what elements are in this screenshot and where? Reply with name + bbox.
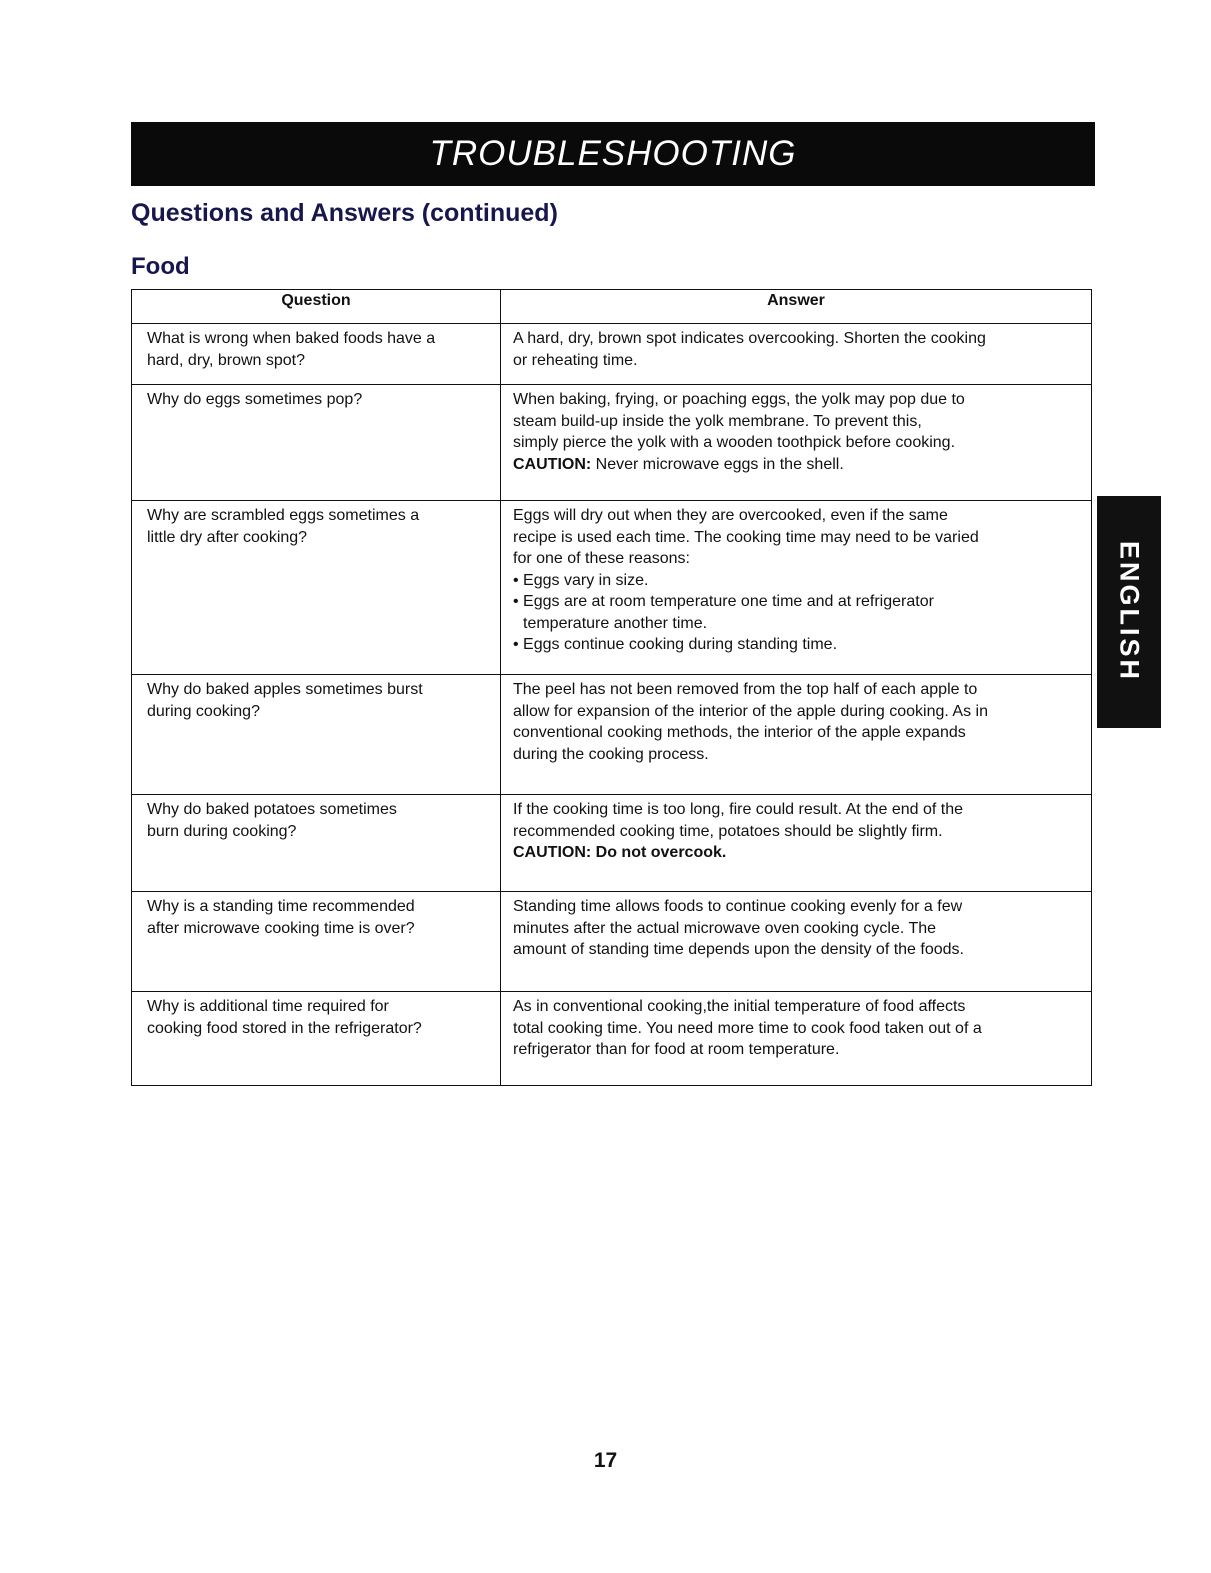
answer-line: recipe is used each time. The cooking time may need to be varied [513, 528, 979, 546]
table-header-row [132, 290, 1092, 324]
answer-cell [501, 324, 1092, 385]
question-line: hard, dry, brown spot? [147, 351, 306, 369]
answer-line: As in conventional cooking,the initial temperature of food affects [513, 998, 966, 1015]
table-row [132, 385, 1092, 501]
question-cell [132, 675, 501, 795]
answer-line: steam build-up inside the yolk membrane. To prevent this, [513, 412, 922, 430]
answer-line: When baking, frying, or poaching eggs, the yolk may pop due to [513, 391, 965, 408]
answer-line: amount of standing time depends upon the density of the foods. [513, 941, 964, 958]
question-cell [132, 501, 501, 675]
page-heading: Questions and Answers (continued) [131, 199, 558, 227]
question-line: Why do baked apples sometimes burst [147, 681, 423, 698]
answer-line: If the cooking time is too long, fire could result. At the end of the [513, 801, 964, 818]
question-line: cooking food stored in the refrigerator? [147, 1019, 422, 1037]
caution-line [513, 454, 1083, 476]
qa-table [131, 289, 1092, 1086]
question-cell [132, 385, 501, 501]
banner-title: TROUBLESHOOTING [429, 134, 797, 173]
answer-line: during the cooking process. [513, 745, 709, 763]
question-line: after microwave cooking time is over? [147, 919, 415, 937]
table-row [132, 675, 1092, 795]
answer-line: A hard, dry, brown spot indicates overcooking. Shorten the cooking [513, 330, 986, 347]
answer-cell [501, 992, 1092, 1086]
answer-cell [501, 892, 1092, 992]
question-line: during cooking? [147, 702, 260, 720]
question-cell [132, 892, 501, 992]
question-line: Why do eggs sometimes pop? [147, 391, 363, 408]
question-line: What is wrong when baked foods have a [147, 330, 436, 347]
answer-cell [501, 385, 1092, 501]
answer-line: The peel has not been removed from the top half of each apple to [513, 681, 978, 698]
answer-cell [501, 501, 1092, 675]
answer-cell [501, 795, 1092, 892]
question-line: Why is a standing time recommended [147, 898, 415, 915]
question-line: Why are scrambled eggs sometimes a [147, 507, 420, 524]
question-column-header: Question [132, 290, 501, 324]
table-row [132, 324, 1092, 385]
page-number: 17 [593, 1449, 618, 1472]
table-row [132, 992, 1092, 1086]
answer-cell [501, 675, 1092, 795]
answer-line: total cooking time. You need more time to cook food taken out of a [513, 1019, 982, 1037]
language-tab [1097, 496, 1161, 728]
bullet-item: • Eggs are at room temperature one time and at refrigerator temperature another time. [513, 593, 934, 632]
caution-label: CAUTION: [513, 455, 592, 473]
answer-line: recommended cooking time, potatoes should be slightly firm. [513, 822, 943, 840]
table-row [132, 795, 1092, 892]
question-cell [132, 324, 501, 385]
caution-text: Never microwave eggs in the shell. [591, 455, 844, 473]
troubleshooting-banner [131, 122, 1095, 186]
question-line: burn during cooking? [147, 822, 297, 840]
answer-line: allow for expansion of the interior of the apple during cooking. As in [513, 702, 988, 720]
language-tab-label: ENGLISH [1114, 541, 1145, 683]
question-line: Why is additional time required for [147, 998, 389, 1015]
section-heading: Food [131, 253, 190, 280]
answer-line: refrigerator than for food at room temperature. [513, 1041, 840, 1058]
answer-line: for one of these reasons: [513, 550, 690, 567]
answer-line: conventional cooking methods, the interior of the apple expands [513, 724, 966, 741]
bullet-item: • Eggs vary in size. [513, 571, 649, 589]
question-cell [132, 992, 501, 1086]
answer-line: or reheating time. [513, 351, 638, 369]
bullet-item: • Eggs continue cooking during standing time. [513, 636, 838, 653]
answer-line: Eggs will dry out when they are overcooked, even if the same [513, 507, 948, 524]
answer-column-header: Answer [501, 290, 1092, 324]
question-cell [132, 795, 501, 892]
question-line: little dry after cooking? [147, 528, 308, 546]
caution-line: CAUTION: Do not overcook. [513, 844, 727, 861]
answer-line: Standing time allows foods to continue cooking evenly for a few [513, 898, 963, 915]
table-row [132, 892, 1092, 992]
question-line: Why do baked potatoes sometimes [147, 801, 397, 818]
answer-line: simply pierce the yolk with a wooden toothpick before cooking. [513, 434, 956, 451]
table-row [132, 501, 1092, 675]
answer-line: minutes after the actual microwave oven cooking cycle. The [513, 919, 937, 937]
